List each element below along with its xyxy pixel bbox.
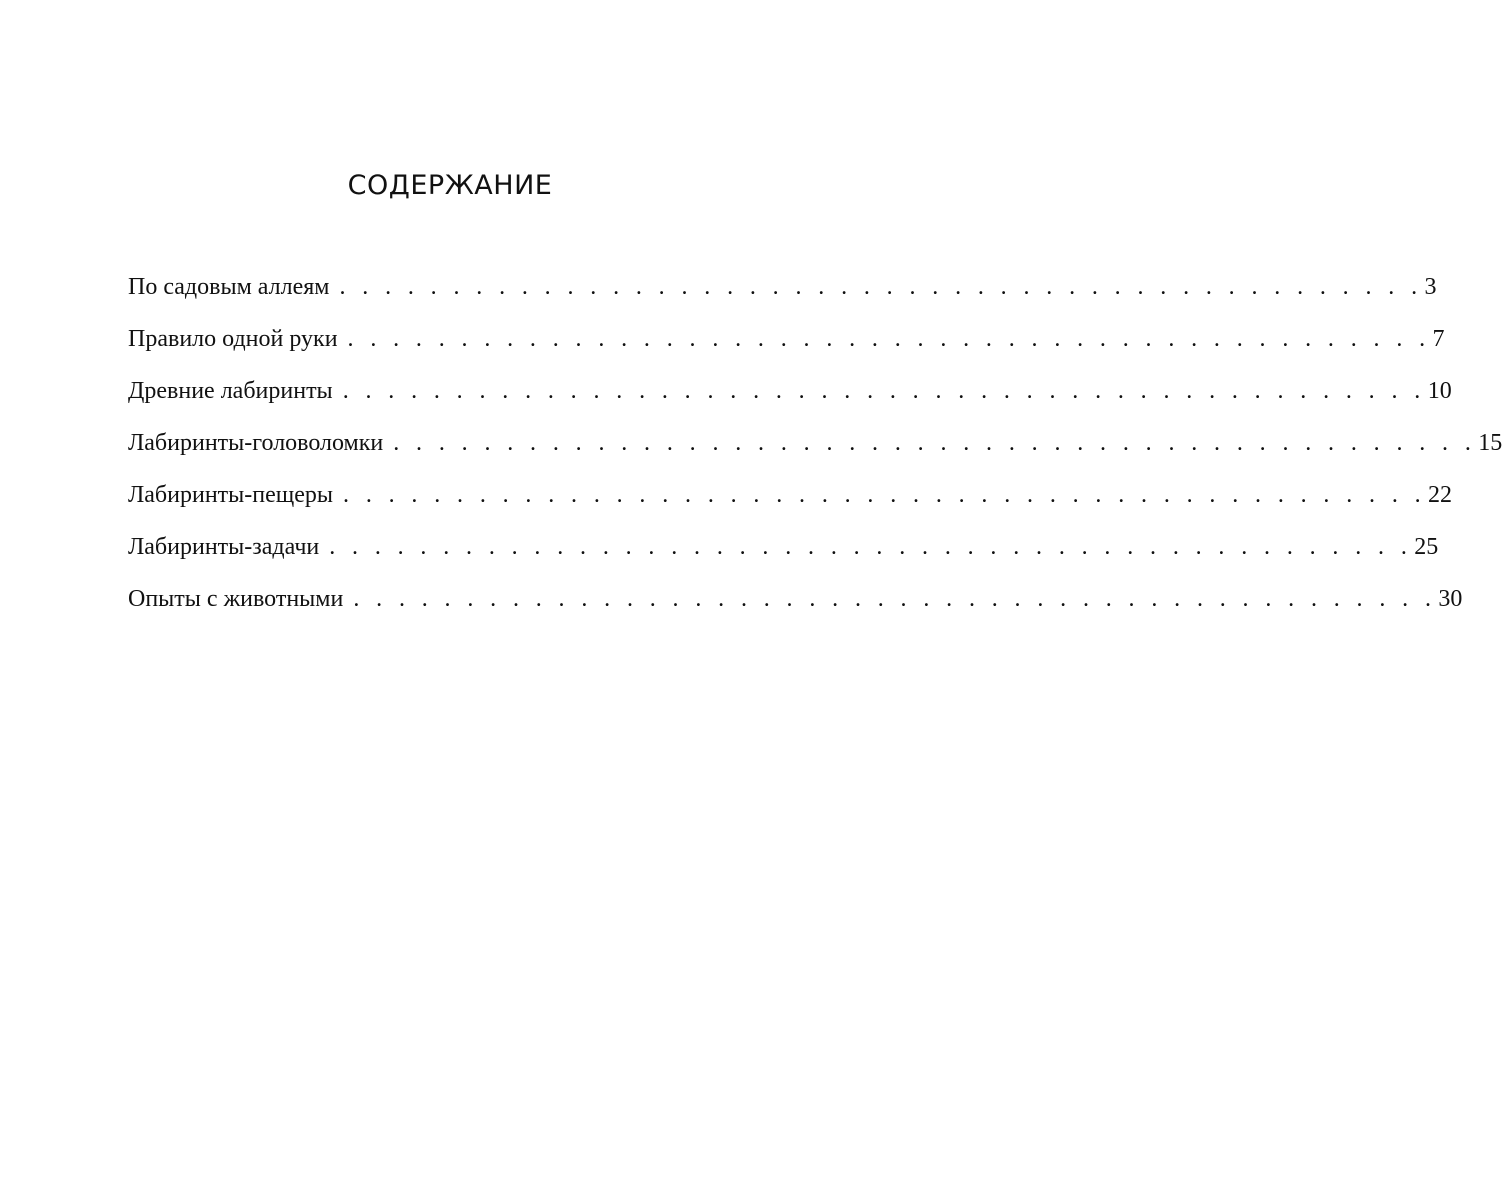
dot-leader: . . . . . . . . . . . . . . . . . . . . . . . . . . . . . . . . . . . . . . . . . . . . . . . . — [393, 430, 1477, 456]
toc-entry-title: Древние лабиринты — [128, 378, 333, 404]
dot-leader: . . . . . . . . . . . . . . . . . . . . . . . . . . . . . . . . . . . . . . . . . . . . . . . . — [342, 378, 1426, 404]
dot-leader: . . . . . . . . . . . . . . . . . . . . . . . . . . . . . . . . . . . . . . . . . . . . . . . . — [353, 586, 1437, 612]
toc-page-number: 30 — [1438, 586, 1463, 612]
toc-page-number: 15 — [1478, 430, 1502, 456]
toc-page-number: 3 — [1424, 274, 1437, 300]
toc-entry — [128, 326, 1445, 378]
toc-page-number: 25 — [1414, 534, 1439, 560]
dot-leader: . . . . . . . . . . . . . . . . . . . . . . . . . . . . . . . . . . . . . . . . . . . . . . . . — [347, 326, 1431, 352]
toc-entry — [128, 274, 1437, 326]
toc-entry-title: Правило одной руки — [128, 326, 338, 352]
toc-entry — [128, 430, 1502, 482]
toc-entry — [128, 482, 1453, 534]
toc-entry-title: Опыты с животными — [128, 586, 344, 612]
toc-page-number: 22 — [1428, 482, 1453, 508]
toc-entry-title: Лабиринты-головоломки — [128, 430, 384, 456]
dot-leader: . . . . . . . . . . . . . . . . . . . . . . . . . . . . . . . . . . . . . . . . . . . . . . . . — [339, 274, 1423, 300]
toc-entry-title: По садовым аллеям — [128, 274, 330, 300]
toc-heading: СОДЕРЖАНИЕ — [347, 170, 553, 201]
toc-entry — [128, 378, 1452, 430]
toc-page-number: 7 — [1432, 326, 1445, 352]
toc-entry — [128, 534, 1439, 586]
toc-page-number: 10 — [1427, 378, 1452, 404]
toc-entry-title: Лабиринты-пещеры — [128, 482, 334, 508]
dot-leader: . . . . . . . . . . . . . . . . . . . . . . . . . . . . . . . . . . . . . . . . . . . . . . . . — [329, 534, 1413, 560]
dot-leader: . . . . . . . . . . . . . . . . . . . . . . . . . . . . . . . . . . . . . . . . . . . . . . . . — [343, 482, 1427, 508]
toc-entry-title: Лабиринты-задачи — [128, 534, 320, 560]
toc-list — [128, 274, 1502, 638]
toc-entry — [128, 586, 1463, 638]
